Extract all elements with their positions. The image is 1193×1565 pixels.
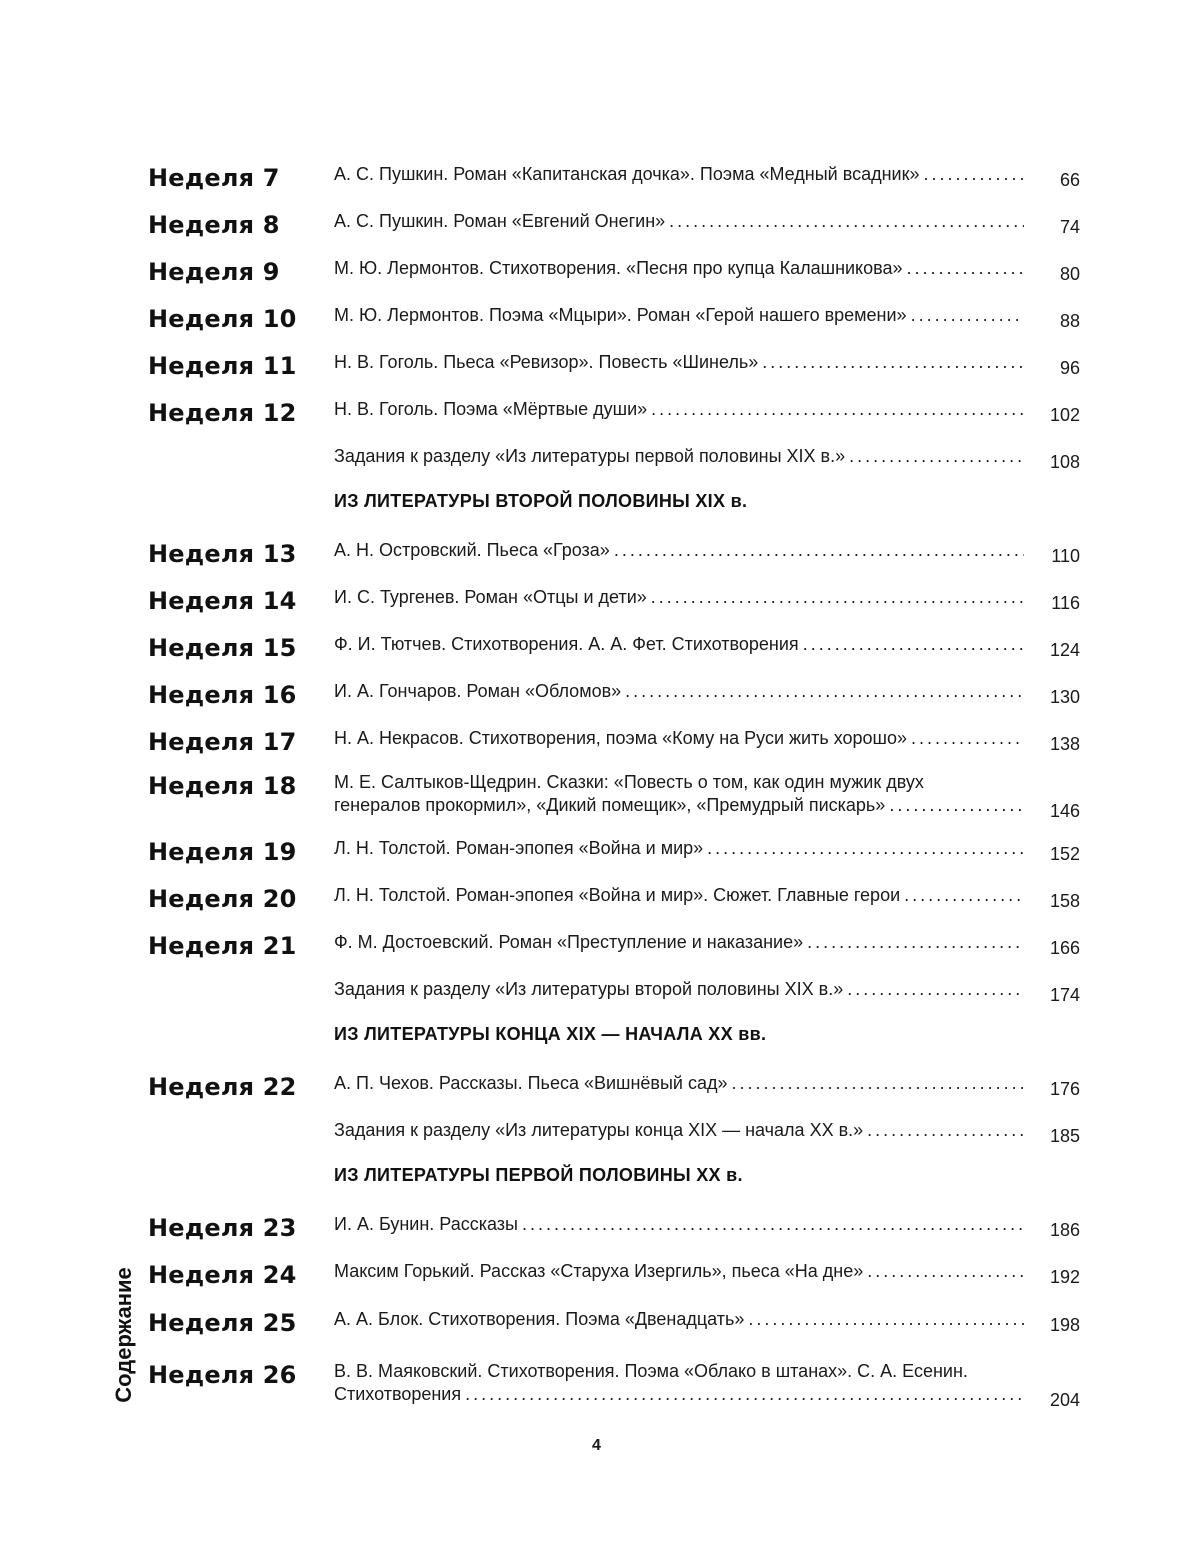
week-label: Неделя 14 <box>148 587 297 615</box>
entry-title-line: А. С. Пушкин. Роман «Капитанская дочка». Поэма «Медный всадник» <box>334 164 920 184</box>
week-label: Неделя 19 <box>148 838 297 866</box>
entry-title-line: Стихотворения <box>334 1384 462 1404</box>
entry-title-line: Максим Горький. Рассказ «Старуха Изергиль», пьеса «На дне» <box>334 1261 864 1281</box>
entry-title <box>334 1213 1024 1236</box>
entry-title <box>334 633 1024 656</box>
entry-title <box>334 586 1024 609</box>
dot-leader <box>614 539 1024 562</box>
dot-leader <box>849 445 1024 468</box>
entry-title-line: В. В. Маяковский. Стихотворения. Поэма «Облако в штанах». С. А. Есенин. <box>334 1361 968 1381</box>
week-label: Неделя 7 <box>148 164 280 192</box>
dot-leader <box>889 794 1024 817</box>
dot-leader <box>651 398 1024 421</box>
week-label: Неделя 24 <box>148 1261 297 1289</box>
toc-row <box>0 398 1193 448</box>
week-label: Неделя 10 <box>148 305 297 333</box>
toc-row <box>0 837 1193 887</box>
dot-leader <box>748 1308 1024 1331</box>
toc-row <box>0 1360 1193 1410</box>
entry-title <box>334 1308 1024 1331</box>
entry-title <box>334 771 1024 817</box>
page-ref: 124 <box>1049 640 1080 660</box>
entry-title-line: А. А. Блок. Стихотворения. Поэма «Двенадцать» <box>334 1309 745 1329</box>
toc-row <box>0 445 1193 495</box>
toc-row <box>0 257 1193 307</box>
page-ref: 186 <box>1049 1220 1080 1240</box>
page-ref: 96 <box>1059 358 1080 378</box>
dot-leader <box>904 884 1024 907</box>
page-ref: 176 <box>1049 1079 1080 1099</box>
page-ref: 174 <box>1049 985 1080 1005</box>
entry-title-line: Л. Н. Толстой. Роман-эпопея «Война и мир» <box>334 838 704 858</box>
toc-row <box>0 931 1193 981</box>
toc-row <box>0 163 1193 213</box>
page-ref: 166 <box>1049 938 1080 958</box>
toc-row <box>0 1119 1193 1169</box>
toc-row <box>0 586 1193 636</box>
entry-title-line: Ф. М. Достоевский. Роман «Преступление и наказание» <box>334 932 804 952</box>
toc-row <box>0 351 1193 401</box>
page-ref: 138 <box>1049 734 1080 754</box>
dot-leader <box>465 1383 1024 1406</box>
entry-title <box>334 1360 1024 1406</box>
dot-leader <box>911 727 1024 750</box>
page-ref: 204 <box>1049 1390 1080 1410</box>
page-number: 4 <box>592 1437 601 1454</box>
page-ref: 198 <box>1049 1315 1080 1335</box>
page-ref: 66 <box>1059 170 1080 190</box>
week-label: Неделя 22 <box>148 1073 297 1101</box>
dot-leader <box>762 351 1024 374</box>
entry-title <box>334 257 1024 280</box>
entry-title-line: А. С. Пушкин. Роман «Евгений Онегин» <box>334 211 666 231</box>
entry-title-line: Н. А. Некрасов. Стихотворения, поэма «Кому на Руси жить хорошо» <box>334 728 908 748</box>
dot-leader <box>807 931 1024 954</box>
dot-leader <box>907 257 1024 280</box>
week-label: Неделя 21 <box>148 932 297 960</box>
section-heading: ИЗ ЛИТЕРАТУРЫ ПЕРВОЙ ПОЛОВИНЫ XX в. <box>334 1165 743 1185</box>
entry-title <box>334 539 1024 562</box>
entry-title <box>334 445 1024 468</box>
toc-row <box>0 1072 1193 1122</box>
page-ref: 80 <box>1059 264 1080 284</box>
entry-title-line: Задания к разделу «Из литературы второй половины XIX в.» <box>334 979 844 999</box>
dot-leader <box>651 586 1024 609</box>
week-label: Неделя 9 <box>148 258 280 286</box>
dot-leader <box>522 1213 1024 1236</box>
entry-title-line: М. Е. Салтыков-Щедрин. Сказки: «Повесть о том, как один мужик двух <box>334 772 924 792</box>
entry-title-line: И. А. Гончаров. Роман «Обломов» <box>334 681 622 701</box>
entry-title <box>334 978 1024 1001</box>
entry-title-line: Задания к разделу «Из литературы конца XIX — начала XX в.» <box>334 1120 864 1140</box>
entry-title <box>334 680 1024 703</box>
week-label: Неделя 8 <box>148 211 280 239</box>
page-ref: 130 <box>1049 687 1080 707</box>
entry-title <box>334 837 1024 860</box>
week-label: Неделя 18 <box>148 772 297 800</box>
entry-title <box>334 1119 1024 1142</box>
entry-title-line: Задания к разделу «Из литературы первой половины XIX в.» <box>334 446 846 466</box>
entry-title-line: А. П. Чехов. Рассказы. Пьеса «Вишнёвый сад» <box>334 1073 728 1093</box>
toc-row <box>0 1260 1193 1310</box>
toc-row <box>0 884 1193 934</box>
dot-leader <box>732 1072 1024 1095</box>
entry-title-line: Н. В. Гоголь. Пьеса «Ревизор». Повесть «Шинель» <box>334 352 759 372</box>
entry-title-line: М. Ю. Лермонтов. Поэма «Мцыри». Роман «Герой нашего времени» <box>334 305 907 325</box>
dot-leader <box>847 978 1024 1001</box>
dot-leader <box>867 1260 1024 1283</box>
page-ref: 88 <box>1059 311 1080 331</box>
page-ref: 108 <box>1049 452 1080 472</box>
entry-title-line: Ф. И. Тютчев. Стихотворения. А. А. Фет. Стихотворения <box>334 634 799 654</box>
entry-title <box>334 1072 1024 1095</box>
page-ref: 152 <box>1049 844 1080 864</box>
week-label: Неделя 15 <box>148 634 297 662</box>
page-ref: 74 <box>1059 217 1080 237</box>
dot-leader <box>923 163 1024 186</box>
week-label: Неделя 23 <box>148 1214 297 1242</box>
side-label: Содержание <box>111 1267 136 1403</box>
entry-title-line: А. Н. Островский. Пьеса «Гроза» <box>334 540 610 560</box>
entry-title <box>334 931 1024 954</box>
entry-title-line: М. Ю. Лермонтов. Стихотворения. «Песня про купца Калашникова» <box>334 258 903 278</box>
toc-row <box>0 727 1193 777</box>
entry-title <box>334 163 1024 186</box>
page-ref: 102 <box>1049 405 1080 425</box>
page-ref: 110 <box>1051 546 1080 566</box>
toc-row <box>0 978 1193 1028</box>
entry-title-line: Н. В. Гоголь. Поэма «Мёртвые души» <box>334 399 648 419</box>
entry-title <box>334 727 1024 750</box>
week-label: Неделя 11 <box>148 352 297 380</box>
entry-title <box>334 884 1024 907</box>
dot-leader <box>625 680 1024 703</box>
entry-title-line: И. А. Бунин. Рассказы <box>334 1214 518 1234</box>
dot-leader <box>707 837 1024 860</box>
entry-title-line: И. С. Тургенев. Роман «Отцы и дети» <box>334 587 647 607</box>
entry-title <box>334 351 1024 374</box>
week-label: Неделя 17 <box>148 728 297 756</box>
page-ref: 192 <box>1049 1267 1080 1287</box>
toc-row <box>0 633 1193 683</box>
toc-row <box>0 771 1193 821</box>
page-ref: 146 <box>1049 801 1080 821</box>
entry-title <box>334 1260 1024 1283</box>
entry-title <box>334 398 1024 421</box>
week-label: Неделя 12 <box>148 399 297 427</box>
page-ref: 116 <box>1051 593 1080 613</box>
section-heading: ИЗ ЛИТЕРАТУРЫ ВТОРОЙ ПОЛОВИНЫ XIX в. <box>334 491 748 511</box>
dot-leader <box>911 304 1024 327</box>
dot-leader <box>867 1119 1024 1142</box>
toc-row <box>0 539 1193 589</box>
entry-title <box>334 304 1024 327</box>
section-heading: ИЗ ЛИТЕРАТУРЫ КОНЦА XIX — НАЧАЛА XX вв. <box>334 1024 767 1044</box>
week-label: Неделя 13 <box>148 540 297 568</box>
week-label: Неделя 20 <box>148 885 297 913</box>
toc-row <box>0 680 1193 730</box>
dot-leader <box>669 210 1024 233</box>
week-label: Неделя 25 <box>148 1309 297 1337</box>
week-label: Неделя 16 <box>148 681 297 709</box>
toc-row <box>0 1308 1193 1358</box>
dot-leader <box>803 633 1024 656</box>
page-ref: 185 <box>1049 1126 1080 1146</box>
entry-title-line: генералов прокормил», «Дикий помещик», «Премудрый пискарь» <box>334 795 886 815</box>
week-label: Неделя 26 <box>148 1361 297 1389</box>
toc-row <box>0 1213 1193 1263</box>
page-ref: 158 <box>1049 891 1080 911</box>
entry-title-line: Л. Н. Толстой. Роман-эпопея «Война и мир». Сюжет. Главные герои <box>334 885 901 905</box>
entry-title <box>334 210 1024 233</box>
toc-row <box>0 304 1193 354</box>
toc-row <box>0 210 1193 260</box>
